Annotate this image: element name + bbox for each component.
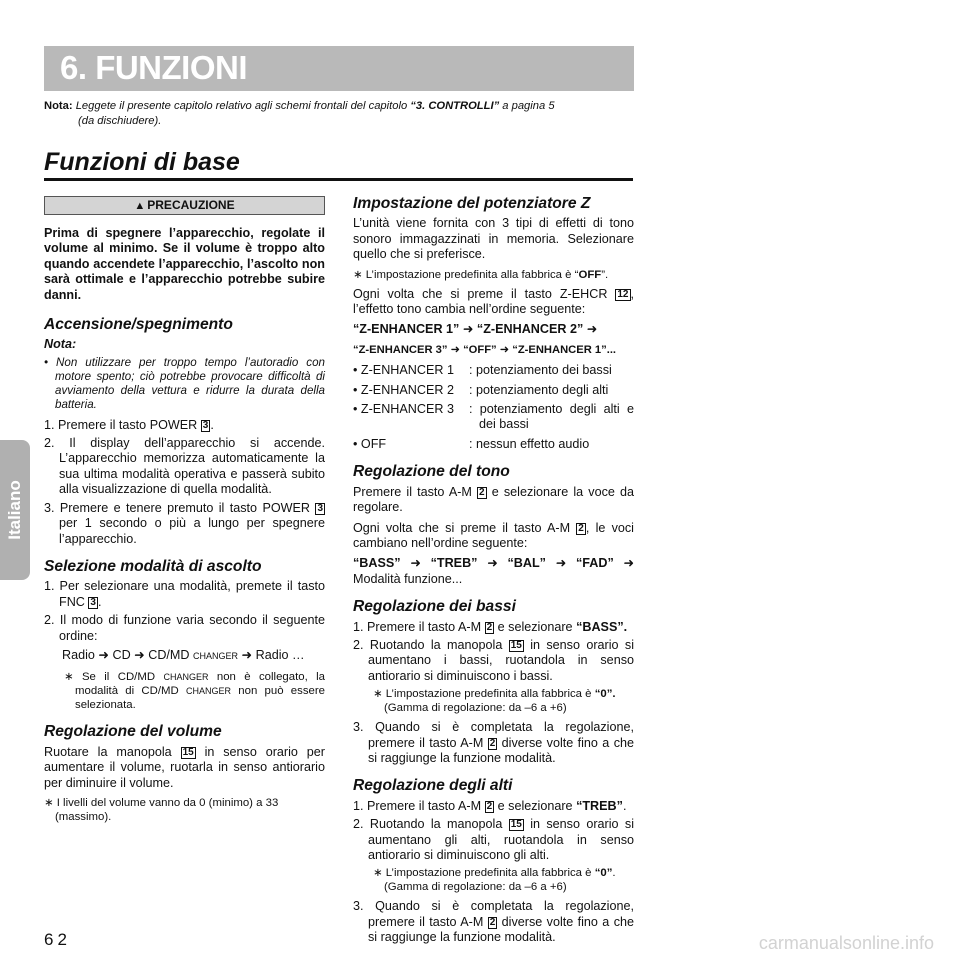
seq-item: “BASS” bbox=[353, 556, 401, 571]
volume-note-text: I livelli del volume vanno da 0 (minimo) a 33 (massimo). bbox=[55, 796, 279, 823]
tono-sequence bbox=[353, 556, 634, 571]
note-text: L’impostazione predefinita alla fabbrica è bbox=[385, 688, 595, 701]
step-text: 2. Ruotando la manopola bbox=[353, 637, 509, 652]
seq-item: “Z-ENHANCER 3” bbox=[353, 343, 448, 356]
note-text: L’impostazione predefinita alla fabbrica è bbox=[385, 867, 595, 880]
list-item-desc: : potenziamento degli alti e dei bassi bbox=[469, 402, 634, 432]
intro-note-page-ref: a pagina 5 bbox=[499, 100, 555, 112]
step-text-end: . bbox=[622, 798, 627, 813]
volume-text-a: Ruotare la manopola bbox=[44, 744, 181, 759]
list-item bbox=[353, 383, 634, 398]
arrow-right-icon: ➜ bbox=[555, 556, 567, 571]
item-name: Z-ENHANCER 3 bbox=[360, 402, 454, 417]
alti-title: Regolazione degli alti bbox=[353, 777, 513, 795]
am-key-ref: 2 bbox=[479, 486, 485, 498]
arrow-right-icon: ➜ bbox=[134, 647, 145, 662]
language-side-tab bbox=[0, 440, 30, 580]
am-key-ref: 2 bbox=[489, 916, 496, 928]
intro-note-chapter-ref: “3. CONTROLLI” bbox=[410, 100, 500, 112]
step-text: diverse volte fino a che si raggiunge la funzione modalità. bbox=[368, 914, 634, 945]
note-text: non può essere selezionata. bbox=[75, 685, 325, 712]
section-title: Funzioni di base bbox=[44, 148, 240, 176]
step-text: 2. Ruotando la manopola bbox=[353, 817, 509, 832]
accensione-note-label: Nota: bbox=[44, 337, 77, 352]
list-item bbox=[353, 437, 634, 452]
volume-text bbox=[44, 745, 325, 791]
step-text: e selezionare bbox=[494, 798, 577, 813]
seq-item: “TREB” bbox=[430, 556, 478, 571]
tono-text-1 bbox=[353, 485, 634, 516]
asterisk-icon: ∗ bbox=[373, 867, 383, 880]
asterisk-icon: ∗ bbox=[64, 671, 74, 684]
watermark: carmanualsonline.info bbox=[758, 933, 934, 953]
list-item bbox=[353, 402, 634, 433]
am-key-ref: 2 bbox=[486, 800, 493, 812]
warning-box bbox=[44, 196, 325, 215]
bullet-icon: • bbox=[353, 402, 358, 417]
knob-key-ref: 15 bbox=[510, 639, 522, 651]
tono-text-a: Ogni volta che si preme il tasto A-M bbox=[353, 520, 577, 535]
list-item-name bbox=[353, 363, 469, 378]
volume-text-b: in senso orario per aumentare il volume, ruotarla in senso antiorario per diminuire il volume. bbox=[44, 744, 325, 790]
mode-cdmd: CD/MD bbox=[148, 647, 190, 662]
step-text: 1. Per selezionare una modalità, premete il tasto FNC bbox=[44, 579, 325, 609]
note-text: L’impostazione predefinita alla fabbrica è “ bbox=[365, 268, 579, 281]
tono-text-2 bbox=[353, 521, 634, 552]
accensione-bullet-text: Non utilizzare per troppo tempo l’autoradio con motore spento; ciò potrebbe provocare difficoltà di avviamento della vettura e ridurre la durata della batteria. bbox=[55, 355, 325, 412]
item-name: OFF bbox=[360, 436, 387, 451]
seq-item: “OFF” bbox=[463, 343, 497, 356]
list-item-desc: : potenziamento dei bassi bbox=[469, 363, 612, 378]
note-changer: CHANGER bbox=[163, 672, 209, 683]
power-key-ref: 3 bbox=[202, 419, 209, 431]
zenhancer-note bbox=[353, 268, 634, 282]
arrow-right-icon: ➜ bbox=[410, 556, 421, 571]
seq-item: “FAD” bbox=[575, 556, 614, 571]
asterisk-icon: ∗ bbox=[44, 796, 54, 809]
step-text: diverse volte fino a che si raggiunge la funzione modalità. bbox=[368, 735, 634, 765]
step-text-end: . bbox=[210, 417, 214, 432]
warning-text: Prima di spegnere l’apparecchio, regolate il volume al minimo. Se il volume è troppo alto quando accendete l’apparecchio, l’ascolto non sarà ottimale e l’apparecchio potrebbe subire danni. bbox=[44, 226, 325, 302]
zenhancer-sequence-1 bbox=[353, 322, 634, 337]
press-text-end: , l’effetto tono cambia nell’ordine seguente: bbox=[353, 286, 634, 317]
accensione-bullet: • Non utilizzare per troppo tempo l’autoradio con motore spento; ciò potrebbe provocare difficoltà di avviamento della vettura e ridurre la durata della batteria. bbox=[44, 355, 325, 412]
step-option: “BASS”. bbox=[576, 619, 628, 634]
note-changer: CHANGER bbox=[186, 686, 232, 697]
seq-item: “Z-ENHANCER 1”... bbox=[512, 343, 617, 356]
zenhancer-press bbox=[353, 287, 634, 318]
mode-sequence bbox=[62, 648, 325, 664]
bullet-icon: • bbox=[353, 436, 358, 451]
left-column bbox=[44, 196, 325, 829]
list-item-name bbox=[353, 383, 469, 398]
bassi-step-3 bbox=[353, 720, 634, 766]
section-divider bbox=[44, 178, 633, 181]
step-text: 1. Premere il tasto A-M bbox=[353, 798, 485, 813]
seq-item: “Z-ENHANCER 2” bbox=[476, 322, 584, 337]
accensione-step-1 bbox=[44, 418, 325, 433]
alti-step-1 bbox=[353, 799, 634, 814]
tono-title: Regolazione del tono bbox=[353, 463, 510, 481]
tono-text-a: Premere il tasto A-M bbox=[353, 484, 478, 499]
step-text: 1. Premere il tasto A-M bbox=[353, 619, 485, 634]
seq-item: “Z-ENHANCER 1” bbox=[353, 322, 460, 337]
warning-label: PRECAUZIONE bbox=[147, 198, 235, 212]
right-column bbox=[353, 196, 634, 949]
note-text-end: ”. bbox=[601, 268, 609, 281]
intro-note-label: Nota: bbox=[44, 100, 73, 112]
alti-note bbox=[373, 866, 634, 894]
step-text: e selezionare bbox=[494, 619, 577, 634]
am-key-ref: 2 bbox=[489, 737, 496, 749]
mode-radio: Radio bbox=[62, 647, 95, 662]
seq-item: “BAL” bbox=[507, 556, 546, 571]
arrow-right-icon: ➜ bbox=[499, 343, 510, 356]
zenhancer-intro: L’unità viene fornita con 3 tipi di effetti di tono sonoro immagazzinati in memoria. Selezionare quello che si preferisce. bbox=[353, 216, 634, 262]
chapter-title: 6. FUNZIONI bbox=[60, 49, 248, 86]
zenhancer-title: Impostazione del potenziatore Z bbox=[353, 195, 591, 212]
asterisk-icon: ∗ bbox=[373, 688, 383, 701]
step-text: 1. Premere il tasto POWER bbox=[44, 417, 201, 432]
step-text: 3. Quando si è completata la regolazione, premere il tasto A-M bbox=[353, 720, 634, 750]
accensione-title: Accensione/spegnimento bbox=[44, 316, 233, 334]
accensione-step-2: 2. Il display dell’apparecchio si accende. L’apparecchio memorizza automaticamente la sua ultima modalità operativa e passerà subito alla visualizzazione di quella modalità. bbox=[44, 436, 325, 497]
selezione-title: Selezione modalità di ascolto bbox=[44, 557, 262, 575]
step-text-end: . bbox=[97, 594, 102, 609]
tono-text-b: e selezionare la voce da regolare. bbox=[353, 484, 635, 515]
mode-changer: CHANGER bbox=[193, 650, 239, 661]
list-item-name bbox=[353, 437, 469, 452]
note-text: Se il CD/MD bbox=[81, 671, 164, 684]
alti-step-3 bbox=[353, 899, 634, 945]
bassi-note bbox=[373, 687, 634, 715]
step-text-end: per 1 secondo o più a lungo per spegnere l’apparecchio. bbox=[59, 516, 325, 546]
bullet-icon: • bbox=[353, 382, 358, 397]
step-text: 3. Quando si è completata la regolazione, premere il tasto A-M bbox=[353, 899, 634, 929]
zehcr-key-ref: 12 bbox=[617, 288, 629, 300]
arrow-right-icon: ➜ bbox=[586, 322, 598, 337]
arrow-right-icon: ➜ bbox=[487, 556, 498, 571]
intro-note-continuation: (da dischiudere). bbox=[78, 115, 162, 127]
item-name: Z-ENHANCER 1 bbox=[360, 363, 454, 378]
bassi-title: Regolazione dei bassi bbox=[353, 598, 516, 616]
chapter-header-bar bbox=[44, 46, 634, 91]
list-item bbox=[353, 363, 634, 378]
mode-radio-end: Radio … bbox=[255, 647, 305, 662]
alti-step-2 bbox=[353, 817, 634, 863]
am-key-ref: 2 bbox=[486, 621, 493, 633]
step-text: in senso orario si aumentano gli alti, ruotandola in senso antiorario si diminuiscono gli alti. bbox=[368, 817, 634, 862]
volume-title: Regolazione del volume bbox=[44, 723, 222, 741]
selezione-note bbox=[64, 670, 325, 712]
am-key-ref: 2 bbox=[578, 522, 584, 534]
note-default-value: “0” bbox=[594, 867, 613, 880]
arrow-right-icon: ➜ bbox=[462, 322, 474, 337]
tono-sequence-end: Modalità funzione... bbox=[353, 571, 463, 586]
accensione-step-3 bbox=[44, 501, 325, 547]
selezione-step-1 bbox=[44, 579, 325, 610]
step-option: “TREB” bbox=[576, 798, 623, 813]
note-default-value: OFF bbox=[578, 268, 602, 281]
intro-note-text: Leggete il presente capitolo relativo agli schemi frontali del capitolo bbox=[75, 100, 411, 112]
list-item-desc: : nessun effetto audio bbox=[469, 436, 590, 451]
bullet-icon: • bbox=[353, 363, 358, 378]
power-key-ref: 3 bbox=[317, 502, 323, 514]
arrow-right-icon: ➜ bbox=[450, 343, 460, 356]
arrow-right-icon: ➜ bbox=[623, 556, 635, 571]
note-text: non è collegato, la modalità di CD/MD bbox=[75, 671, 325, 698]
press-text: Ogni volta che si preme il tasto Z-EHCR bbox=[353, 286, 616, 301]
list-item-name bbox=[353, 402, 469, 433]
warning-triangle-icon: ▲ bbox=[134, 200, 146, 212]
knob-key-ref: 15 bbox=[182, 746, 194, 758]
note-text-end: . bbox=[612, 867, 616, 880]
list-item-desc: : potenziamento degli alti bbox=[469, 382, 609, 397]
note-range: (Gamma di regolazione: da –6 a +6) bbox=[384, 881, 567, 894]
asterisk-icon: ∗ bbox=[353, 268, 363, 281]
note-range: (Gamma di regolazione: da –6 a +6) bbox=[384, 702, 567, 715]
knob-key-ref: 15 bbox=[510, 819, 522, 831]
bassi-step-1 bbox=[353, 620, 634, 635]
language-label: Italiano bbox=[5, 480, 24, 540]
mode-cd: CD bbox=[112, 647, 131, 662]
selezione-step-2: 2. Il modo di funzione varia secondo il seguente ordine: bbox=[44, 613, 325, 643]
item-name: Z-ENHANCER 2 bbox=[360, 382, 454, 397]
arrow-right-icon: ➜ bbox=[241, 647, 253, 662]
volume-note bbox=[44, 796, 325, 824]
step-text: 3. Premere e tenere premuto il tasto POWER bbox=[44, 500, 316, 515]
bassi-step-2 bbox=[353, 638, 634, 684]
intro-note bbox=[44, 99, 636, 129]
arrow-right-icon: ➜ bbox=[98, 647, 109, 662]
fnc-key-ref: 3 bbox=[90, 596, 96, 608]
zenhancer-sequence-2 bbox=[353, 343, 634, 358]
zenhancer-list bbox=[353, 363, 634, 452]
step-text: in senso orario si aumentano i bassi, ruotandola in senso antiorario si diminuiscono i bassi. bbox=[368, 637, 634, 683]
note-default-value: “0”. bbox=[594, 688, 616, 701]
page-number: 62 bbox=[44, 930, 71, 949]
tono-text-b: , le voci cambiano nell’ordine seguente: bbox=[353, 520, 634, 550]
